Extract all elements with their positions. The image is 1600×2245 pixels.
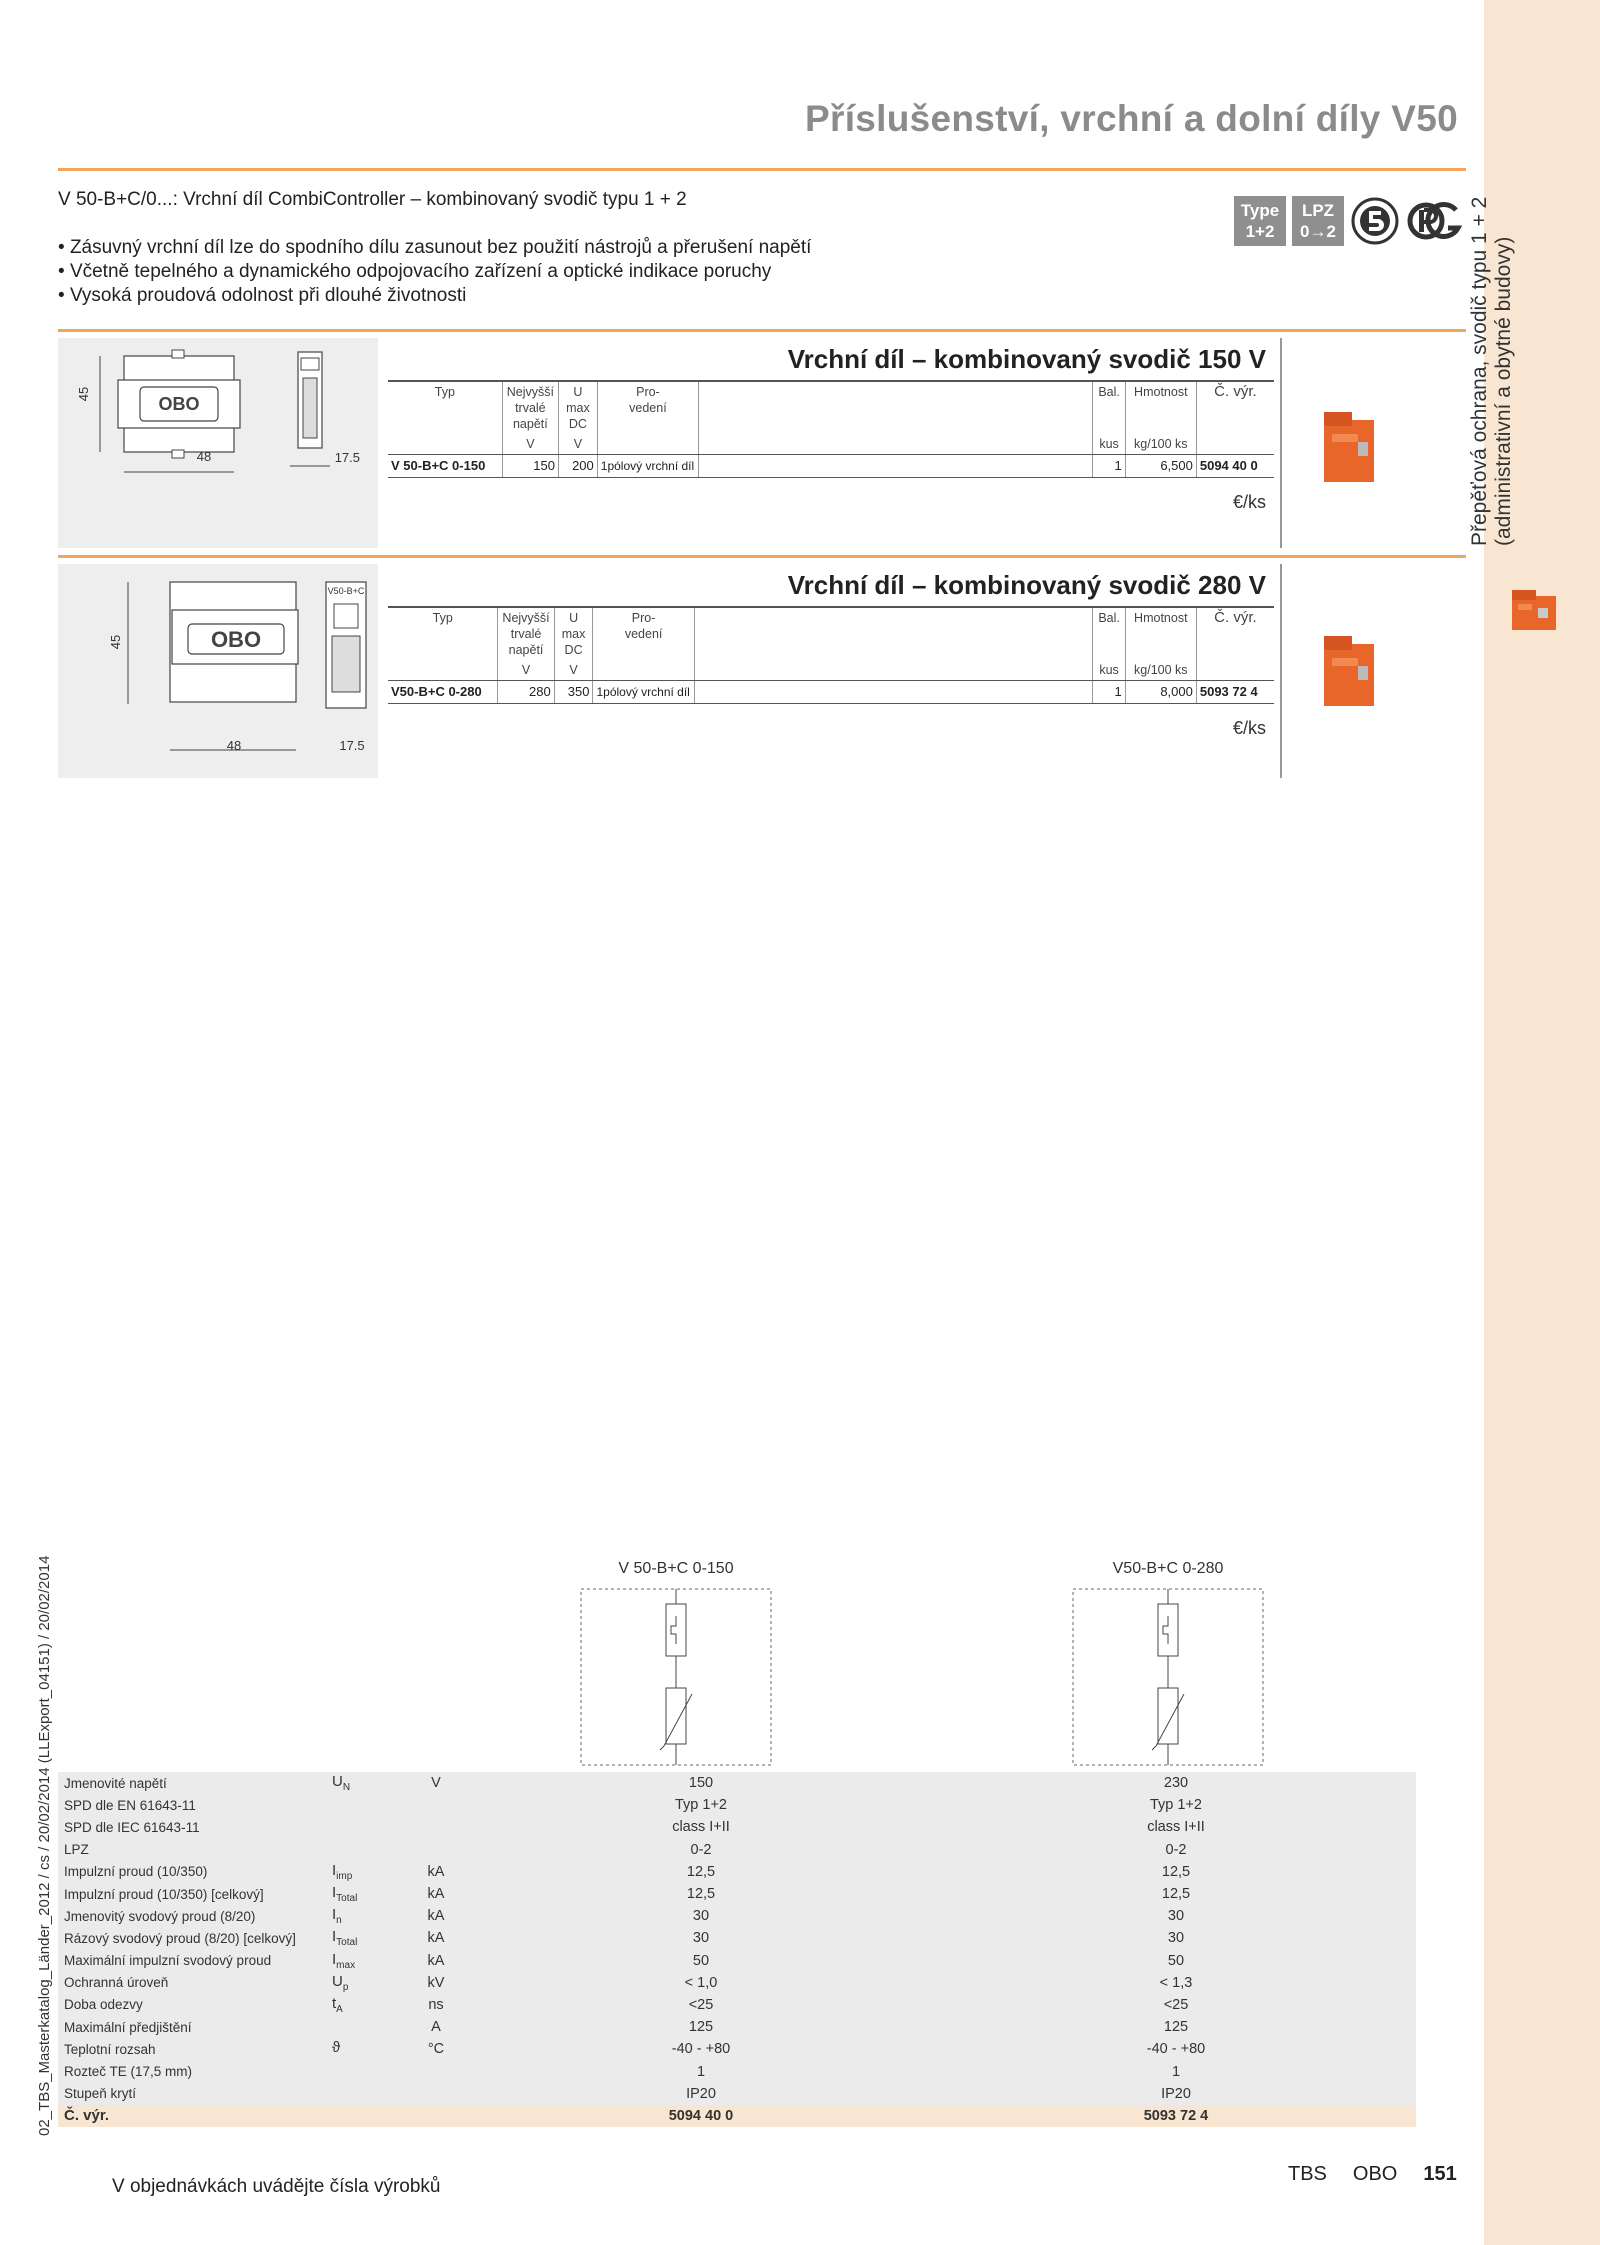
table-row: Jmenovité napětí $U_N$ V 150 230 — [58, 1772, 1416, 1794]
product-block-280 — [58, 564, 1466, 778]
table-row: Impulzní proud (10/350) [celkový] $I_{Total}$ kA 12,5 12,5 — [58, 1883, 1416, 1905]
brand-obo: OBO — [1352, 2163, 1398, 2185]
col-spacer — [694, 607, 1093, 660]
cell-typ: V 50-B+C 0-150 — [388, 455, 502, 478]
column-separator — [1280, 338, 1282, 548]
cell-umax: 350 — [554, 681, 593, 704]
cell-weight: 6,500 — [1125, 455, 1196, 478]
brand-tbs: TBS — [1288, 2163, 1327, 2185]
footer-brand — [1288, 2163, 1457, 2186]
product-table-area — [388, 564, 1274, 778]
cell-voltage: 150 — [502, 455, 558, 478]
col-typ: Typ — [388, 607, 498, 660]
product-table: Typ Nejvyšší trvalé napětí U max DC Pro- vedení Bal. Hmotnost Č. výr. V V kus kg/100 ks V50-B+C 0-280 280 350 1pólový vrchní díl 1 8,000 5093 72 4 — [388, 606, 1274, 704]
col-design: Pro- vedení — [597, 381, 698, 434]
footer-note: V objednávkách uvádějte čísla výrobků — [112, 2176, 441, 2197]
cell-article: 5093 72 4 — [1196, 681, 1274, 704]
table-row: Maximální impulzní svodový proud $I_{max}$ kA 50 50 — [58, 1950, 1416, 1972]
product-table-area — [388, 338, 1274, 548]
type-badge: Type 1+2 — [1234, 196, 1286, 246]
col-voltage: Nejvyšší trvalé napětí — [502, 381, 558, 434]
feature-list — [58, 236, 811, 308]
schematic-label-280: V50-B+C 0-280 — [1112, 1560, 1224, 1577]
table-row: Rázový svodový proud (8/20) [celkový] $I_{Total}$ kA 30 30 — [58, 1927, 1416, 1949]
schematic-280 — [1072, 1588, 1264, 1766]
dimension-width: 48 — [196, 449, 212, 464]
dimension-height: 45 — [76, 386, 91, 402]
dimension-width: 48 — [226, 738, 242, 753]
product-photo — [1318, 408, 1380, 486]
col-article: Č. výr. — [1196, 607, 1274, 660]
col-typ: Typ — [388, 381, 502, 434]
table-row: Doba odezvy $t_A$ ns <25 <25 — [58, 1994, 1416, 2016]
cell-bal: 1 — [1093, 455, 1125, 478]
sidebar-category — [1468, 166, 1600, 546]
certification-badges — [1234, 196, 1464, 246]
header-divider — [58, 168, 1466, 171]
article-row: Č. výr. 5094 40 0 5093 72 4 — [58, 2105, 1416, 2127]
col-umax: U max DC — [559, 381, 598, 434]
sidebar-line-2: (administrativní a obytné budovy) — [1492, 236, 1515, 546]
price-unit: €/ks — [1232, 492, 1266, 512]
col-article: Č. výr. — [1196, 381, 1274, 434]
catalog-export-note: 02_TBS_Masterkatalog_Länder_2012 / cs / 20/02/2014 (LLExport_04151) / 20/02/2014 — [36, 1555, 53, 2136]
sidebar-line-1: Přepěťová ochrana, svodič typu 1 + 2 — [1468, 196, 1491, 546]
feature-item: • Zásuvný vrchní díl lze do spodního dílu zasunout bez použití nástrojů a přerušení napětí — [58, 236, 811, 260]
cell-design: 1pólový vrchní díl — [597, 455, 698, 478]
pc-certification-icon — [1406, 196, 1464, 246]
series-subtitle: V 50-B+C/0...: Vrchní díl CombiController – kombinovaný svodič typu 1 + 2 — [58, 189, 687, 210]
dimension-height: 45 — [108, 634, 123, 650]
lpz-badge: LPZ 0→2 — [1292, 196, 1344, 246]
drawing-logo: OBO — [210, 627, 262, 652]
table-row: Teplotní rozsah ϑ °C -40 - +80 -40 - +80 — [58, 2038, 1416, 2060]
col-voltage: Nejvyšší trvalé napětí — [498, 607, 554, 660]
page-title: Příslušenství, vrchní a dolní díly V50 — [805, 98, 1458, 139]
cell-weight: 8,000 — [1125, 681, 1196, 704]
table-row: LPZ 0-2 0-2 — [58, 1839, 1416, 1861]
section-divider — [58, 555, 1466, 558]
table-row: SPD dle IEC 61643-11 class I+II class I+II — [58, 1816, 1416, 1838]
product-title: Vrchní díl – kombinovaný svodič 150 V — [787, 344, 1266, 374]
table-row: Jmenovitý svodový proud (8/20) $I_n$ kA 30 30 — [58, 1905, 1416, 1927]
table-row: Ochranná úroveň $U_p$ kV < 1,0 < 1,3 — [58, 1972, 1416, 1994]
table-row — [388, 455, 1274, 478]
col-spacer — [699, 381, 1093, 434]
cell-voltage: 280 — [498, 681, 554, 704]
warranty-5-icon — [1350, 196, 1400, 246]
schematic-150 — [580, 1588, 772, 1766]
technical-data-table — [58, 1772, 1416, 2127]
dimension-depth: 17.5 — [334, 450, 360, 465]
sidebar-product-icon — [1508, 586, 1560, 634]
table-row: SPD dle EN 61643-11 Typ 1+2 Typ 1+2 — [58, 1794, 1416, 1816]
schematic-label-150: V 50-B+C 0-150 — [618, 1560, 734, 1577]
product-block-150 — [58, 338, 1466, 548]
dimension-drawing — [58, 338, 378, 548]
table-row: Stupeň krytí IP20 IP20 — [58, 2083, 1416, 2105]
product-table: Typ Nejvyšší trvalé napětí U max DC Pro- vedení Bal. Hmotnost Č. výr. V V kus kg/100 ks V 50-B+C 0-150 150 200 1pólový vrchní díl 1 6,500 5094 40 0 — [388, 380, 1274, 478]
cell-umax: 200 — [559, 455, 598, 478]
table-row — [388, 681, 1274, 704]
dimension-drawing — [58, 564, 378, 778]
col-weight: Hmotnost — [1125, 607, 1196, 660]
drawing-logo: OBO — [158, 394, 200, 414]
price-unit: €/ks — [1232, 718, 1266, 738]
table-row: Impulzní proud (10/350) $I_{imp}$ kA 12,5 12,5 — [58, 1861, 1416, 1883]
feature-item: • Vysoká proudová odolnost při dlouhé životnosti — [58, 284, 811, 308]
dimension-depth: 17.5 — [339, 738, 365, 753]
product-photo — [1318, 632, 1380, 710]
col-weight: Hmotnost — [1125, 381, 1196, 434]
cell-bal: 1 — [1093, 681, 1125, 704]
col-bal: Bal. — [1093, 381, 1125, 434]
col-umax: U max DC — [554, 607, 593, 660]
col-design: Pro- vedení — [593, 607, 694, 660]
cell-article: 5094 40 0 — [1196, 455, 1274, 478]
page-number: 151 — [1423, 2163, 1457, 2185]
table-row: Rozteč TE (17,5 mm) 1 1 — [58, 2060, 1416, 2082]
cell-typ: V50-B+C 0-280 — [388, 681, 498, 704]
table-row: Maximální předjištění A 125 125 — [58, 2016, 1416, 2038]
feature-item: • Včetně tepelného a dynamického odpojovacího zařízení a optické indikace poruchy — [58, 260, 811, 284]
column-separator — [1280, 564, 1282, 778]
side-label: V50-B+C — [327, 586, 365, 596]
product-title: Vrchní díl – kombinovaný svodič 280 V — [787, 570, 1266, 600]
col-bal: Bal. — [1093, 607, 1125, 660]
section-divider — [58, 329, 1466, 332]
cell-design: 1pólový vrchní díl — [593, 681, 694, 704]
